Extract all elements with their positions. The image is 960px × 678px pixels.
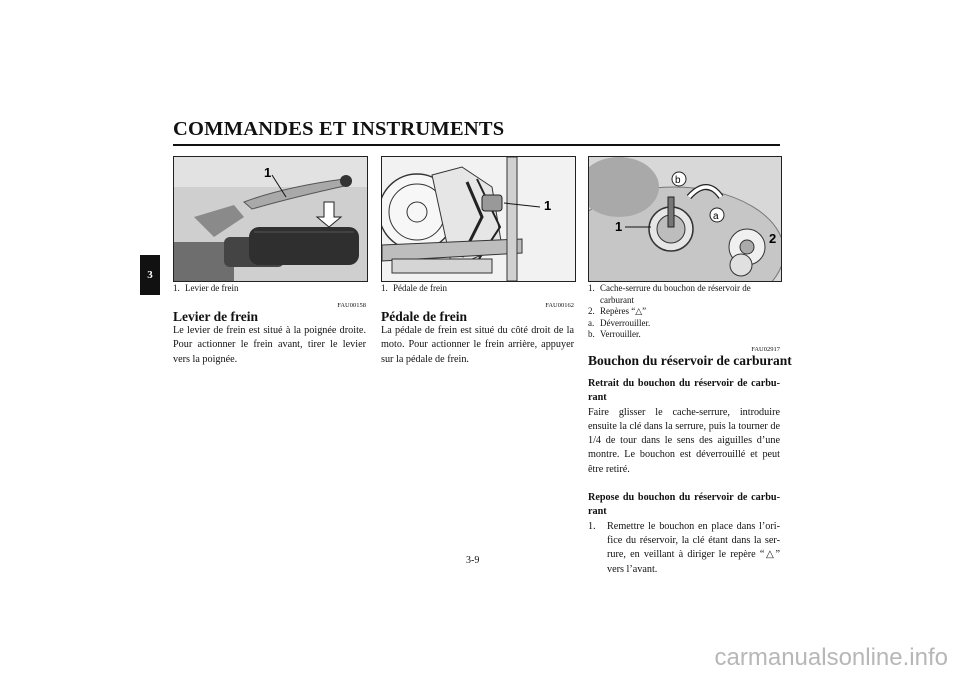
removal-subheading: Retrait du bouchon du réservoir de carbu-rant (588, 378, 780, 404)
brake-lever-callout: 1 (264, 165, 272, 180)
fuel-cap-callout-1: 1 (615, 219, 623, 234)
brake-lever-caption (173, 283, 366, 295)
section-heading: Bouchon du réservoir de carburant (588, 353, 792, 368)
brake-pedal-callout: 1 (544, 198, 552, 213)
brake-pedal-figure (381, 156, 576, 282)
caption-text: Pédale de frein (393, 283, 447, 293)
caption-number: 1. (588, 283, 595, 293)
install-step (588, 520, 780, 577)
brake-pedal-caption (381, 283, 574, 295)
chapter-tab: 3 (140, 255, 160, 295)
caption-number: 1. (381, 283, 388, 293)
section-code: FAU02917 (751, 346, 780, 353)
step-number: 1. (588, 520, 596, 532)
caption-item (588, 283, 780, 306)
fuel-cap-caption (588, 283, 780, 341)
page-number: 3-9 (466, 555, 480, 566)
step-text-before: Remettre le bouchon en place dans l’ori-fice du réservoir, la clé étant dans la ser-rure, en veillant à diriger le repère “ (607, 520, 780, 561)
caption-item (588, 306, 780, 318)
section-heading: Pédale de frein (381, 309, 467, 324)
caption-text: Verrouiller. (600, 329, 641, 339)
triangle-mark-icon: △ (635, 306, 643, 316)
removal-block (588, 377, 780, 477)
step-text-after: ” vers l’avant. (607, 549, 780, 575)
caption-text: Déverrouiller. (600, 317, 651, 328)
install-subheading: Repose du bouchon du réservoir de carbu-rant (588, 492, 780, 518)
caption-text: Cache-serrure du bouchon de réservoir de carburant (600, 283, 751, 305)
section-heading: Levier de frein (173, 309, 258, 324)
fuel-cap-figure (588, 156, 782, 282)
fuel-cap-callout-b: b (675, 175, 681, 186)
caption-item (381, 283, 574, 295)
watermark: carmanualsonline.info (714, 644, 948, 671)
section-body (588, 377, 780, 577)
install-block (588, 491, 780, 577)
removal-text: Faire glisser le cache-serrure, introduire ensuite la clé dans la serrure, puis la tourner de 1/4 de tour dans le sens des aiguilles d’une montre. Le bouchon est déverrouillé et peut être retiré. (588, 406, 780, 475)
brake-lever-figure (173, 156, 368, 282)
fuel-cap-callout-2: 2 (769, 231, 777, 246)
fuel-cap-callout-a: a (713, 211, 719, 222)
caption-item (588, 329, 780, 341)
section-text: La pédale de frein est situé du côté droit de la moto. Pour actionner le frein arrière, appuyer sur la pédale de frein. (381, 325, 574, 365)
section-code: FAU00162 (545, 302, 574, 309)
header-rule (173, 144, 780, 146)
caption-number: 1. (173, 283, 180, 293)
caption-number: b. (588, 329, 595, 339)
caption-text-after: ” (642, 306, 647, 316)
section-code: FAU00158 (337, 302, 366, 309)
caption-text: Levier de frein (185, 283, 239, 293)
caption-number: 2. (588, 306, 595, 316)
caption-number: a. (588, 317, 595, 328)
page-title: COMMANDES ET INSTRUMENTS (173, 118, 505, 140)
triangle-mark-icon: △ (764, 549, 776, 561)
caption-item (173, 283, 366, 295)
caption-item (588, 318, 780, 330)
caption-text-before: Repères “ (600, 306, 636, 316)
section-text: Le levier de frein est situé à la poignée droite. Pour actionner le frein avant, tirer le levier vers la poignée. (173, 325, 366, 365)
